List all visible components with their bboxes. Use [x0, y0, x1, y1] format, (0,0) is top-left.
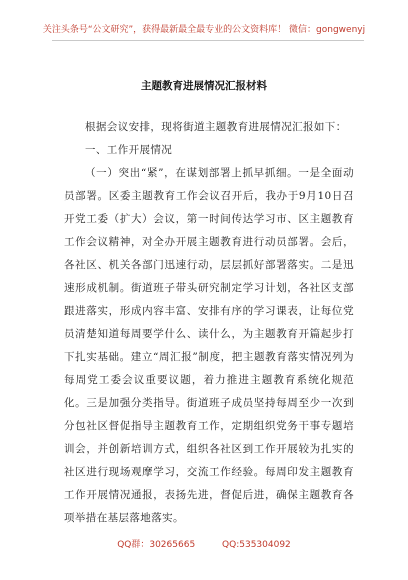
header-divider — [52, 40, 364, 41]
footer-qq-number: QQ:535304092 — [222, 540, 291, 550]
document-body — [64, 116, 354, 530]
document-title: 主题教育进展情况汇报材料 — [141, 80, 267, 92]
intro-paragraph: 根据会议安排，现将街道主题教育进展情况汇报如下： — [85, 121, 347, 133]
footer-qq-group: QQ群：30265665 — [117, 540, 196, 550]
body-paragraph: （一）突出“紧”，在谋划部署上抓早抓细。一是全面动员部署。区委主题教育工作会议召开后，我办于9月10日召开党工委（扩大）会议，第一时间传达学习市、区主题教育工作会议精神，对全办开展主题教育进行动员部署。会后，各社区、机关各部门迅速行动，层层抓好部署落实。二是迅速形成机制。街道班子带头研究制定学习计划，各社区支部跟进落实，形成内容丰富、安排有序的学习课表，让每位党员清楚知道每周要学什么、读什么，为主题教育开篇起步打下扎实基础。建立“周汇报”制度，把主题教育落实情况列为每周党工委会议重要议题，着力推进主题教育系统化规范化。三是加强分类指导。街道班子成员坚持每周至少一次到分包社区督促指导主题教育工作，定期组织党务干事专题培训会，并创新培训方式，组织各社区到工作开展较为扎实的社区进行现场观摩学习，交流工作经验。每周印发主题教育工作开展情况通报，表扬先进，督促后进，确保主题教育各项举措在基层落地落实。 — [64, 167, 354, 524]
header-notice: 关注头条号“公文研究”，获得最新最全最专业的公文资料库！ 微信：gongwenyj — [42, 25, 366, 35]
section-heading: 一、工作开展情况 — [85, 144, 173, 156]
footer-contacts — [0, 537, 408, 550]
